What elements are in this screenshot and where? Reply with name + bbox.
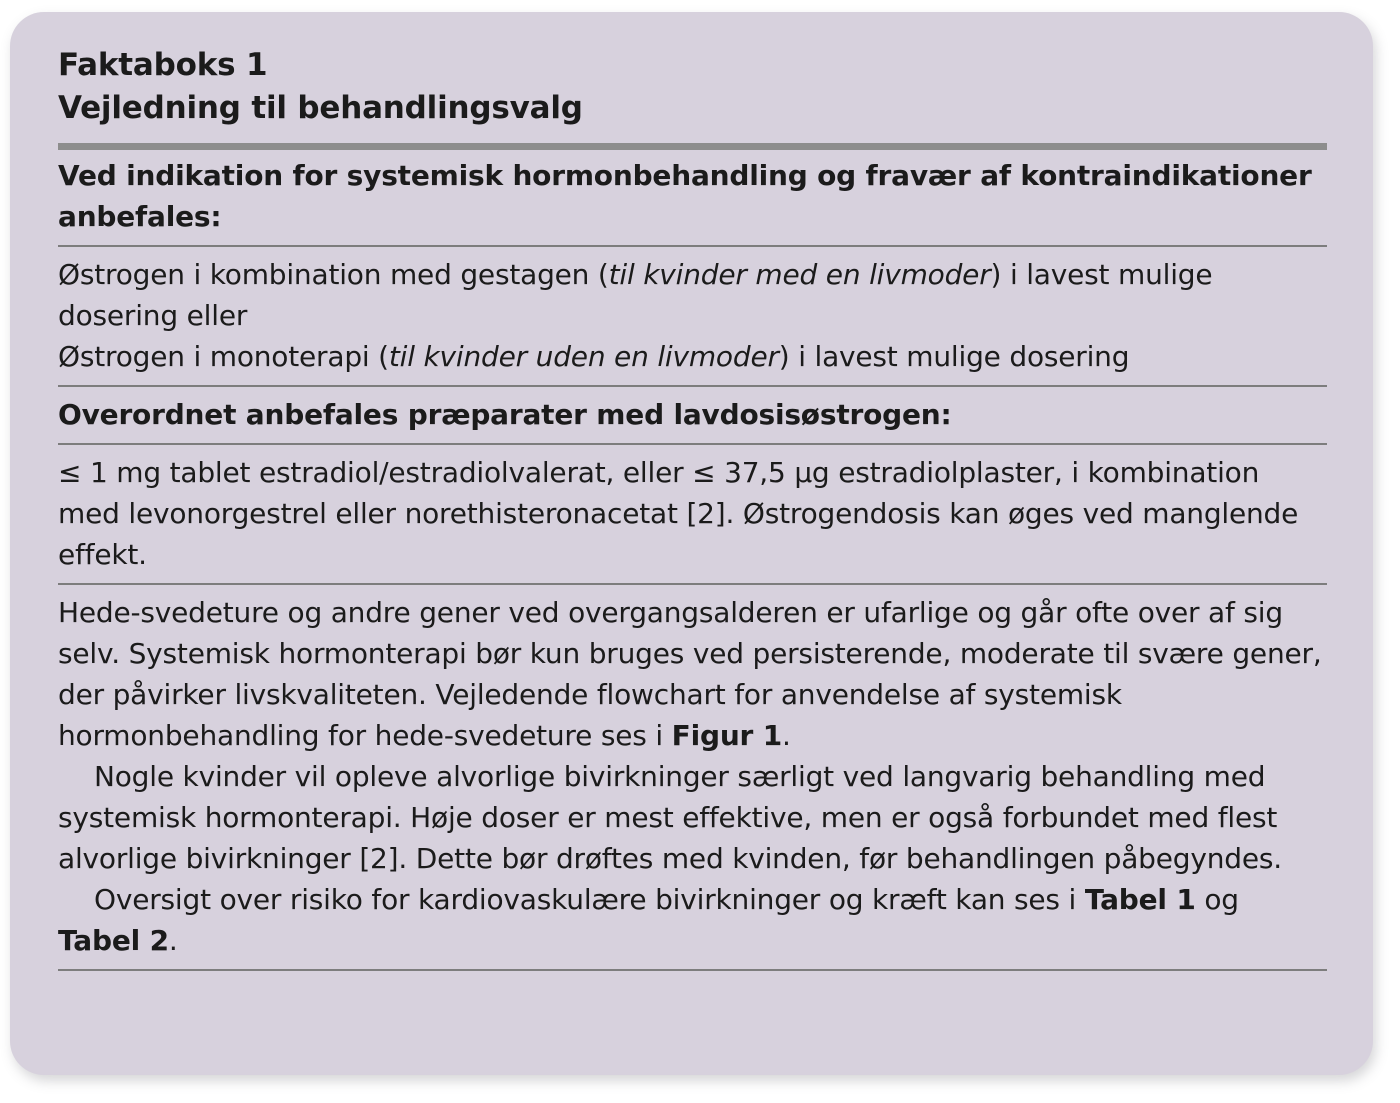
section-divider (58, 443, 1327, 445)
factbox (10, 12, 1373, 1075)
section-divider (58, 245, 1327, 247)
treatment-options (58, 254, 1327, 377)
section-divider (58, 385, 1327, 387)
figure-1-reference: Figur 1 (671, 719, 782, 752)
notes-paragraph-2: Nogle kvinder vil opleve alvorlige bivirkninger særligt ved langvarig behandling med systemisk hormonterapi. Høje doser er mest effektive, men er også forbundet med flest alvorlige bivirkninger [2]. Dette bør drøftes med kvinden, før behandlingen påbegyndes. (58, 760, 1282, 875)
factbox-title (58, 44, 1327, 130)
factbox-number: Faktaboks 1 (58, 47, 268, 83)
notes-paragraph-1 (58, 592, 1327, 756)
notes-paragraph-3 (58, 879, 1327, 961)
recommendation-heading: Overordnet anbefales præparater med lavdosisøstrogen: (58, 398, 952, 431)
bottom-divider (58, 969, 1327, 971)
option2-italic-note: til kvinder uden en livmoder (388, 340, 779, 373)
option2-text-after: ) i lavest mulige dosering (778, 340, 1130, 373)
dosage-paragraph: ≤ 1 mg tablet estradiol/estradiolvalerat, eller ≤ 37,5 µg estradiolplaster, i kombination med levonorgestrel eller norethisteronacetat [2]. Østrogendosis kan øges ved manglende effekt. (58, 456, 1299, 571)
notes-paragraph-3-end: . (168, 924, 178, 957)
notes-paragraph-1-end: . (782, 719, 791, 752)
notes-paragraph-1-text: Hede-svedeture og andre gener ved overgangsalderen er ufarlige og går ofte over af sig selv. Systemisk hormonterapi bør kun bruges ved persisterende, moderate til svære gener, der påvirker livskvaliteten. Vejledende flowchart for anvendelse af systemisk hormonbehandling for hede-svedeture ses i (58, 596, 1322, 752)
factbox-subtitle: Vejledning til behandlingsvalg (58, 90, 583, 126)
section-divider (58, 583, 1327, 585)
table-2-reference: Tabel 2 (58, 924, 169, 957)
notes-paragraph-3-text: Oversigt over risiko for kardiovaskulære bivirkninger og kræft kan ses i (94, 883, 1085, 916)
option1-text-after: ) i lavest mulige dosering eller (58, 258, 1213, 332)
notes-paragraph-3-mid: og (1195, 883, 1239, 916)
option2-text-before: Østrogen i monoterapi ( (58, 340, 389, 373)
option1-text-before: Østrogen i kombination med gestagen ( (58, 258, 609, 291)
table-1-reference: Tabel 1 (1084, 883, 1196, 916)
indication-heading: Ved indikation for systemisk hormonbehandling og fravær af kontraindikationer anbefales: (58, 159, 1312, 233)
option1-italic-note: til kvinder med en livmoder (608, 258, 991, 291)
thick-divider (58, 143, 1327, 150)
